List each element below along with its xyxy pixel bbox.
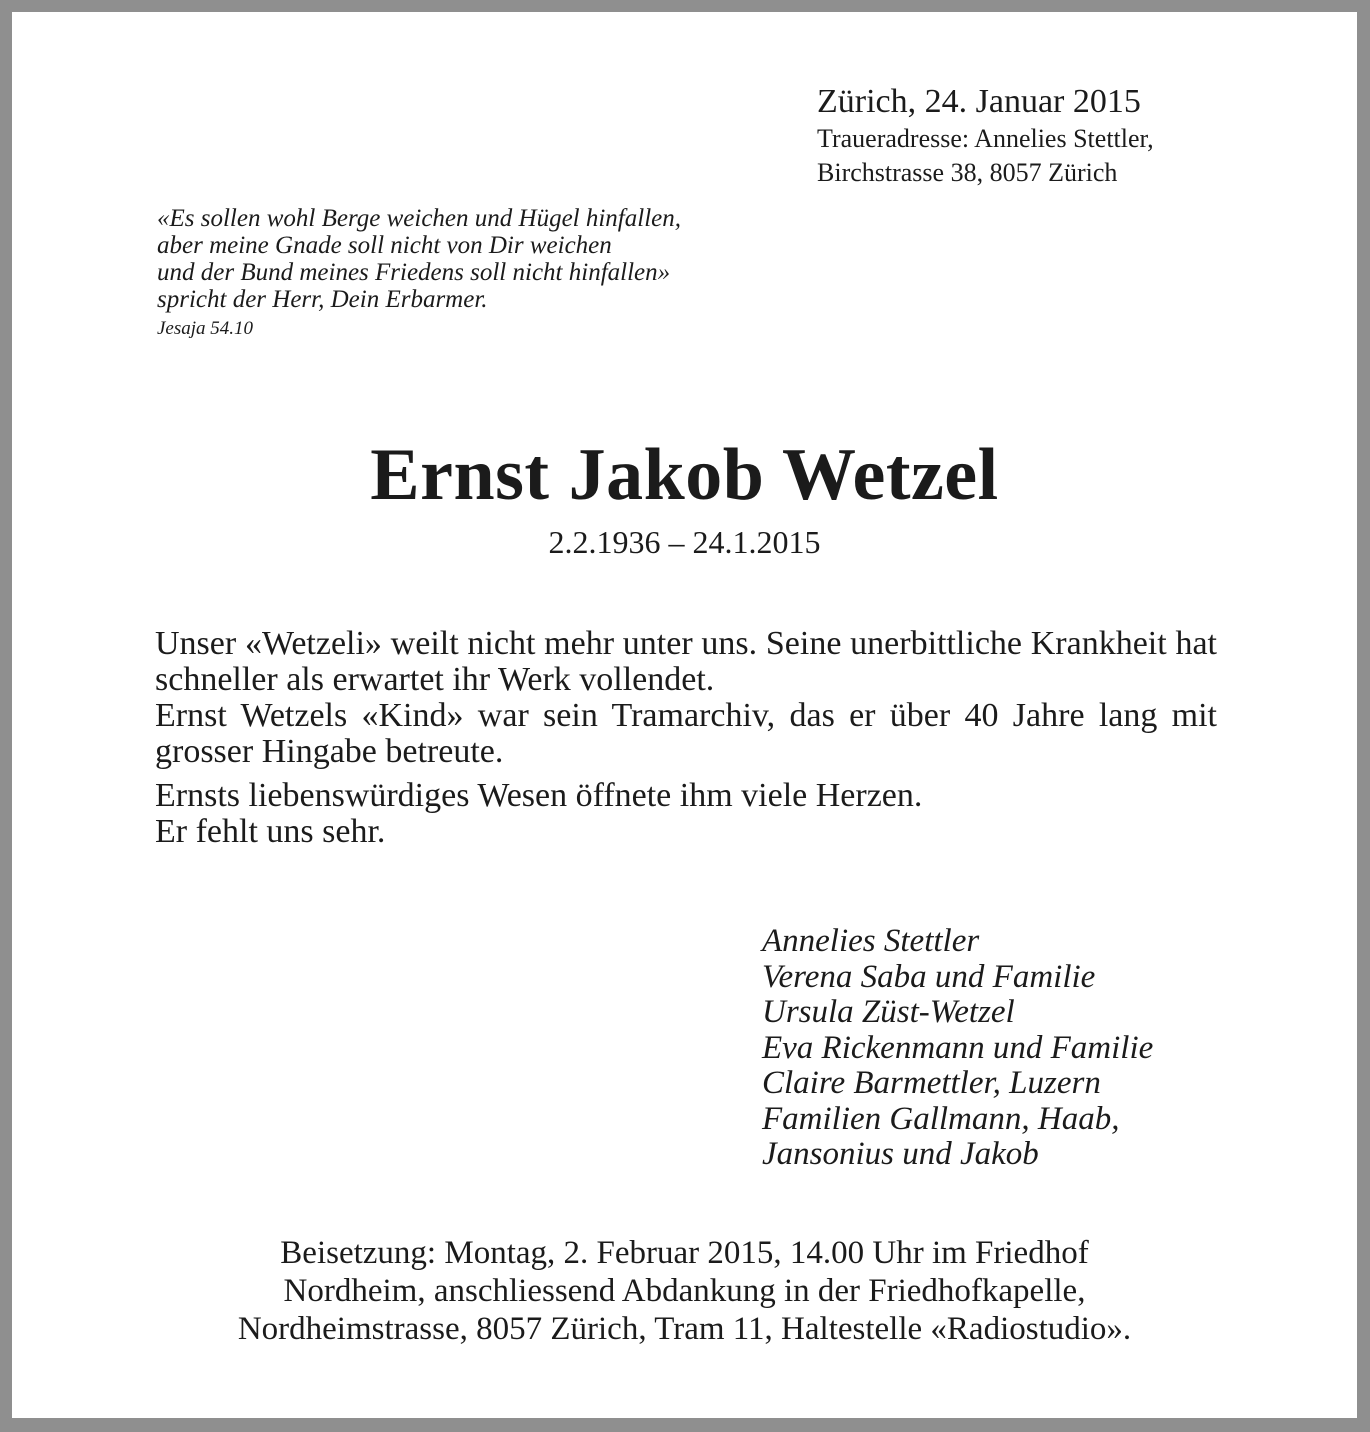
message-sentence: Er fehlt uns sehr.: [155, 813, 386, 850]
mourner-name: Eva Rickenmann und Familie: [762, 1029, 1154, 1066]
deceased-name: Ernst Jakob Wetzel: [370, 434, 999, 516]
life-dates: 2.2.1936 – 24.1.2015: [548, 524, 821, 560]
mourner-name: Annelies Stettler: [762, 923, 980, 959]
quote-line: spricht der Herr, Dein Erbarmer.: [157, 286, 488, 313]
mourners-list: [762, 924, 1153, 1173]
message-sentence: Unser «Wetzeli» weilt nicht mehr unter uns. Seine unerbittliche Krankheit hat schneller als erwartet ihr Werk vollendet.: [155, 625, 1217, 698]
message-sentence: Ernsts liebenswürdiges Wesen öffnete ihm viele Herzen.: [155, 777, 923, 814]
funeral-line: Nordheimstrasse, 8057 Zürich, Tram 11, Haltestelle «Radiostudio».: [237, 1311, 1132, 1347]
message-sentence: Ernst Wetzels «Kind» war sein Tramarchiv, das er über 40 Jahre lang mit grosser Hingabe betreute.: [155, 697, 1217, 770]
quote-line: aber meine Gnade soll nicht von Dir weichen: [157, 232, 612, 259]
mourner-name: Ursula Züst-Wetzel: [762, 994, 1015, 1030]
mourner-name: Familien Gallmann, Haab,: [762, 1100, 1120, 1137]
funeral-details: [12, 1234, 1357, 1348]
mourning-address: [817, 122, 1154, 190]
quote-line: und der Bund meines Friedens soll nicht hinfallen»: [157, 259, 671, 286]
address-line-1: Traueradresse: Annelies Stettler,: [817, 124, 1154, 153]
obituary-page: [12, 12, 1357, 1418]
mourner-name: Jansonius und Jakob: [762, 1136, 1039, 1172]
address-line-2: Birchstrasse 38, 8057 Zürich: [817, 158, 1118, 187]
quote-line: «Es sollen wohl Berge weichen und Hügel hinfallen,: [157, 205, 681, 232]
obituary-message: [155, 626, 1217, 850]
funeral-line: Nordheim, anschliessend Abdankung in der Friedhofkapelle,: [283, 1273, 1086, 1309]
quote-source: Jesaja 54.10: [157, 318, 254, 339]
dateline: Zürich, 24. Januar 2015: [817, 83, 1141, 120]
funeral-line: Beisetzung: Montag, 2. Februar 2015, 14.00 Uhr im Friedhof: [280, 1235, 1089, 1271]
mourner-name: Claire Barmettler, Luzern: [762, 1065, 1101, 1101]
bible-quote: [157, 205, 681, 342]
mourner-name: Verena Saba und Familie: [762, 958, 1096, 995]
